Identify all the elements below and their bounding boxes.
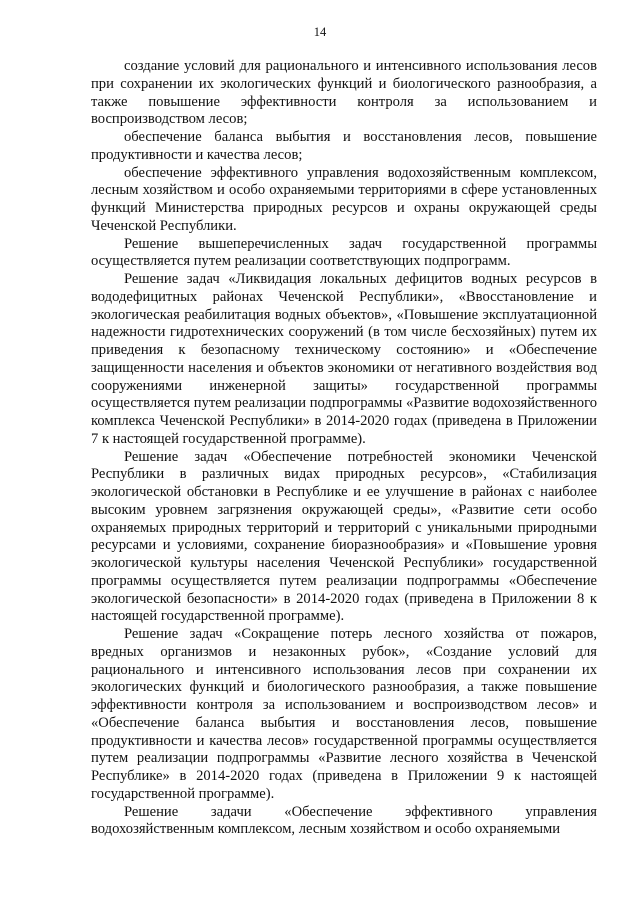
paragraph: Решение задачи «Обеспечение эффективного управления водохозяйственным комплексом, лесным хозяйством и особо охраняемыми [91,803,597,838]
paragraph: Решение задач «Ликвидация локальных дефицитов водных ресурсов в вододефицитных районах Чеченской Республики», «Ввосстановление и экологическая реабилитация водных объектов», «Повышение эксплуатационной надежности гидротехнических сооружений (в том числе бесхозяйных) путем их приведения к безопасному техническому состоянию» и «Обеспечение защищенности населения и объектов экономики от негативного воздействия вод сооружениями инженерной защиты» государственной программы осуществляется путем реализации подпрограммы «Развитие водохозяйственного комплекса Чеченской Республики» в 2014-2020 годах (приведена в Приложении 7 к настоящей государственной программе). [91,271,597,447]
paragraph: создание условий для рационального и интенсивного использования лесов при сохранении их экологических функций и биологического разнообразия, а также повышение эффективности контроля за использованием и воспроизводством лесов; [91,58,597,128]
paragraph: Решение вышеперечисленных задач государственной программы осуществляется путем реализации соответствующих подпрограмм. [91,235,597,270]
paragraph: обеспечение баланса выбытия и восстановления лесов, повышение продуктивности и качества лесов; [91,129,597,163]
paragraph: обеспечение эффективного управления водохозяйственным комплексом, лесным хозяйством и особо охраняемыми территориями в сфере установленных функций Министерства природных ресурсов и охраны окружающей среды Чеченской Республики. [91,164,597,234]
paragraph: Решение задач «Сокращение потерь лесного хозяйства от пожаров, вредных организмов и незаконных рубок», «Создание условий для рационального и интенсивного использования лесов при сохранении их экологических функций и биологического разнообразия, а также повышение эффективности контроля за использованием и воспроизводством лесов» и «Обеспечение баланса выбытия и восстановления лесов, повышение продуктивности и качества лесов» государственной программы осуществляется путем реализации подпрограммы «Развитие лесного хозяйства в Чеченской Республике» в 2014-2020 годах (приведена в Приложении 9 к настоящей государственной программе). [91,626,597,802]
page-number: 14 [313,25,327,39]
document-body [91,58,597,839]
paragraph: Решение задач «Обеспечение потребностей экономики Чеченской Республики в различных видах природных ресурсов», «Стабилизация экологической обстановки в Республике и ее улучшение в районах с наиболее высоким уровнем загрязнения окружающей среды», «Развитие сети особо охраняемых природных территорий и территорий с уникальными природными ресурсами и условиями, сохранение биоразнообразия» и «Повышение уровня экологической культуры населения Чеченской Республики» государственной программы осуществляется путем реализации подпрограммы «Обеспечение экологической безопасности» в 2014-2020 годах (приведена в Приложении 8 к настоящей государственной программе). [91,448,597,625]
